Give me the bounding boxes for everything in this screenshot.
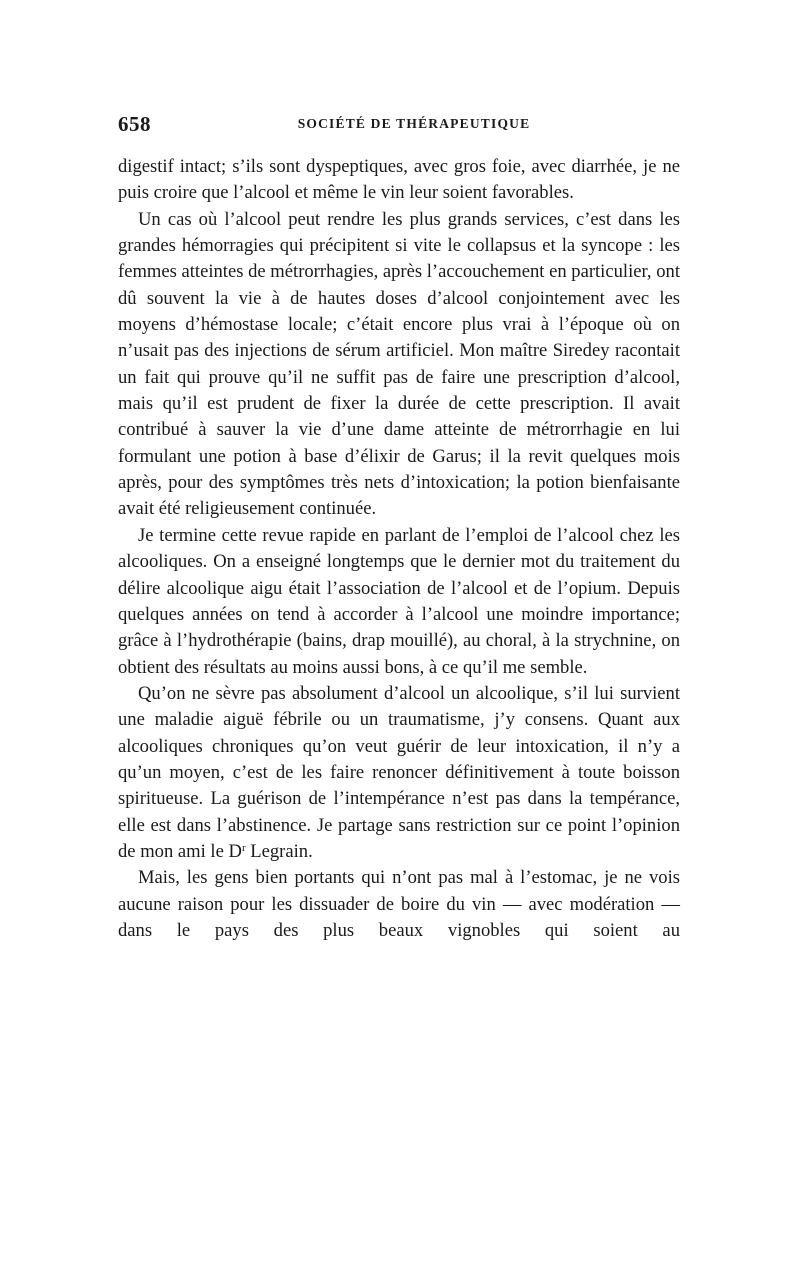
running-head [118,112,680,142]
body-text [118,154,680,944]
paragraph-healthy-people: Mais, les gens bien portants qui n’ont pas mal à l’estomac, je ne vois aucune raison pour les dissuader de boire du vin — avec modération — dans le pays des plus beaux vignobles qui soient au [118,867,680,941]
running-title: SOCIÉTÉ DE THÉRAPEUTIQUE [297,116,531,131]
book-page [118,112,680,944]
paragraph-hemorrhage: Un cas où l’alcool peut rendre les plus grands services, c’est dans les grandes hémorragies qui précipitent si vite le collapsus et la syncope : les femmes atteintes de métrorrhagies, après l’accouchement en particulier, ont dû souvent la vie à de hautes doses d’alcool conjointement avec les moyens d’hémostase locale; c’était encore plus vrai à l’époque où on n’usait pas des injections de sérum artificiel. Mon maître Siredey racontait un fait qui prouve qu’il ne suffit pas de faire une prescription d’alcool, mais qu’il est prudent de fixer la durée de cette prescription. Il avait contribué à sauver la vie d’une dame atteinte de métrorrhagie en lui formulant une potion à base d’élixir de Garus; il la revit quelques mois après, pour des symptômes très nets d’intoxication; la potion bienfaisante avait été religieusement continuée. [118,208,680,520]
doctor-name: Legrain. [245,840,313,862]
page-number: 658 [118,112,151,136]
paragraph-alcoholics: Je termine cette revue rapide en parlant de l’emploi de l’alcool chez les alcooliques. On a enseigné longtemps que le dernier mot du traitement du délire alcoolique aigu était l’association de l’alcool et de l’opium. Depuis quelques années on tend à accorder à l’alcool une moindre importance; grâce à l’hydrothérapie (bains, drap mouillé), au choral, à la strychnine, on obtient des résultats au moins aussi bons, à ce qu’il me semble. [118,524,680,678]
paragraph-continuation: digestif intact; s’ils sont dyspeptiques, avec gros foie, avec diarrhée, je ne puis croire que l’alcool et même le vin leur soient favorables. [118,156,680,204]
abstinence-text: Qu’on ne sèvre pas absolument d’alcool un alcoolique, s’il lui survient une maladie aiguë fébrile ou un traumatisme, j’y consens. Quant aux alcooliques chroniques qu’on veut guérir de leur intoxication, il n’y a qu’un moyen, c’est de les faire renoncer définitivement à toute boisson spiritueuse. La guérison de l’intempérance n’est pas dans la tempérance, elle est dans l’abstinence. Je partage sans restriction sur ce point l’opinion de mon ami le D [118,682,680,862]
doctor-superscript: r [241,841,246,854]
paragraph-abstinence [118,681,680,865]
